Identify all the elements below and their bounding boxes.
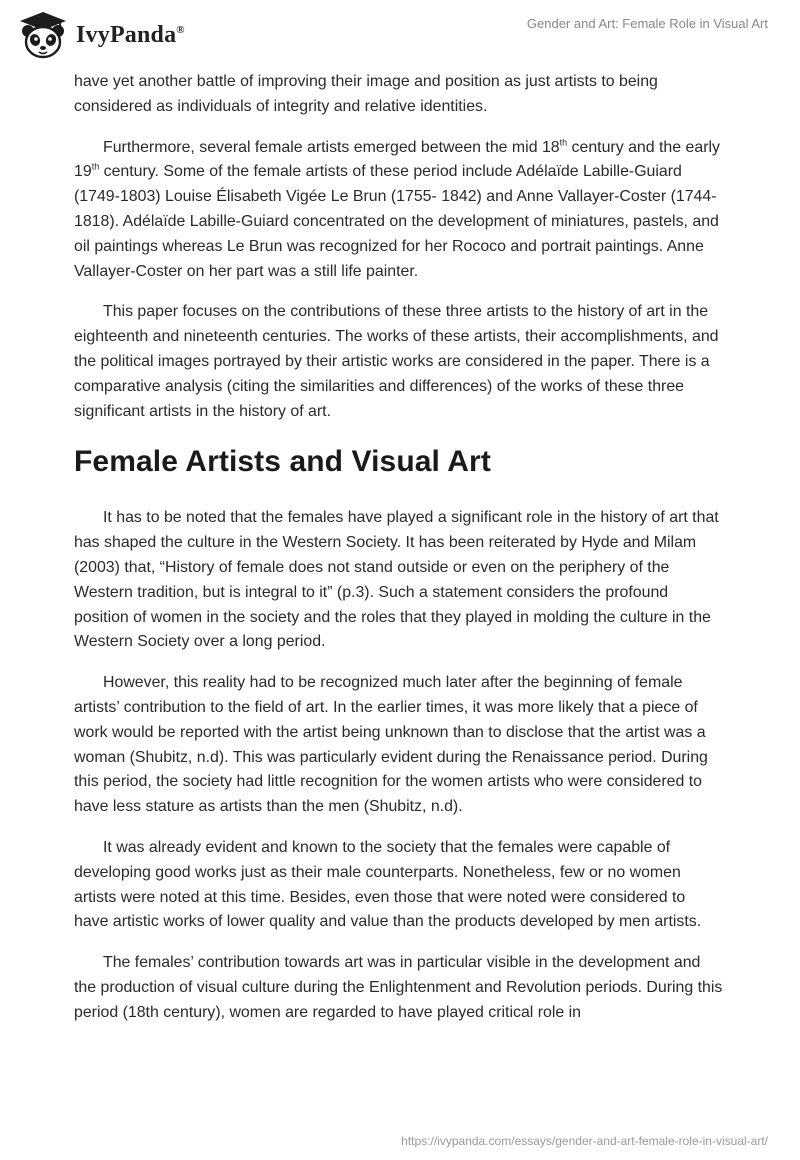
site-logo[interactable] (14, 10, 185, 60)
paragraph-1: have yet another battle of improving their image and position as just artists to being considered as individuals of integrity and relative identities. (74, 73, 658, 115)
paragraph-7: The females’ contribution towards art was in particular visible in the development and the production of visual culture during the Enlightenment and Revolution periods. During this period (18th century), women are regarded to have played critical role in (74, 954, 723, 1021)
logo-wordmark: IvyPanda® (76, 21, 185, 48)
panda-graduate-icon (14, 10, 72, 60)
footer-url-link[interactable]: https://ivypanda.com/essays/gender-and-art-female-role-in-visual-art/ (401, 1134, 768, 1148)
page-header (0, 0, 800, 72)
paragraph-2: Furthermore, several female artists emerged between the mid 18th century and the early 19th century. Some of the female artists of these period include Adélaïde Labille-Guiard (1749-1803) Louise Élisabeth Vigée Le Brun (1755- 1842) and Anne Vallayer-Coster (1744- 1818). Adélaïde Labille-Guiard concentrated on the development of miniatures, pastels, and oil paintings whereas Le Brun was recognized for her Rococo and portrait paintings. Anne Vallayer-Coster on her part was a still life painter. (74, 137, 720, 280)
section-heading: Female Artists and Visual Art (74, 445, 491, 479)
paragraph-6: It was already evident and known to the society that the females were capable of developing good works just as their male counterparts. Nonetheless, few or no women artists were noted at this time. Besides, even those that were noted were considered to have artistic works of lower quality and value than the products developed by men artists. (74, 838, 702, 931)
paragraph-4: It has to be noted that the females have played a significant role in the history of art that has shaped the culture in the Western Society. It has been reiterated by Hyde and Milam (2003) that, “History of female does not stand outside or even on the periphery of the Western tradition, but is integral to it” (p.3). Such a statement considers the profound position of women in the society and the roles that they played in molding the culture in the Western Society over a long period. (74, 509, 719, 651)
document-title: Gender and Art: Female Role in Visual Art (526, 16, 768, 31)
paragraph-3: This paper focuses on the contributions of these three artists to the history of art in the eighteenth and nineteenth centuries. The works of these artists, their accomplishments, and the political images portrayed by their artistic works are considered in the paper. There is a comparative analysis (citing the similarities and differences) of the works of these three significant artists in the history of art. (74, 303, 719, 420)
paragraph-5: However, this reality had to be recognized much later after the beginning of female artists’ contribution to the field of art. In the earlier times, it was more likely that a piece of work would be reported with the artist being unknown than to disclose that the artist was a woman (Shubitz, n.d). This was particularly evident during the Renaissance period. During this period, the society had little recognition for the women artists who were considered to have less stature as artists than the men (Shubitz, n.d). (74, 674, 708, 816)
essay-body (74, 70, 724, 1042)
